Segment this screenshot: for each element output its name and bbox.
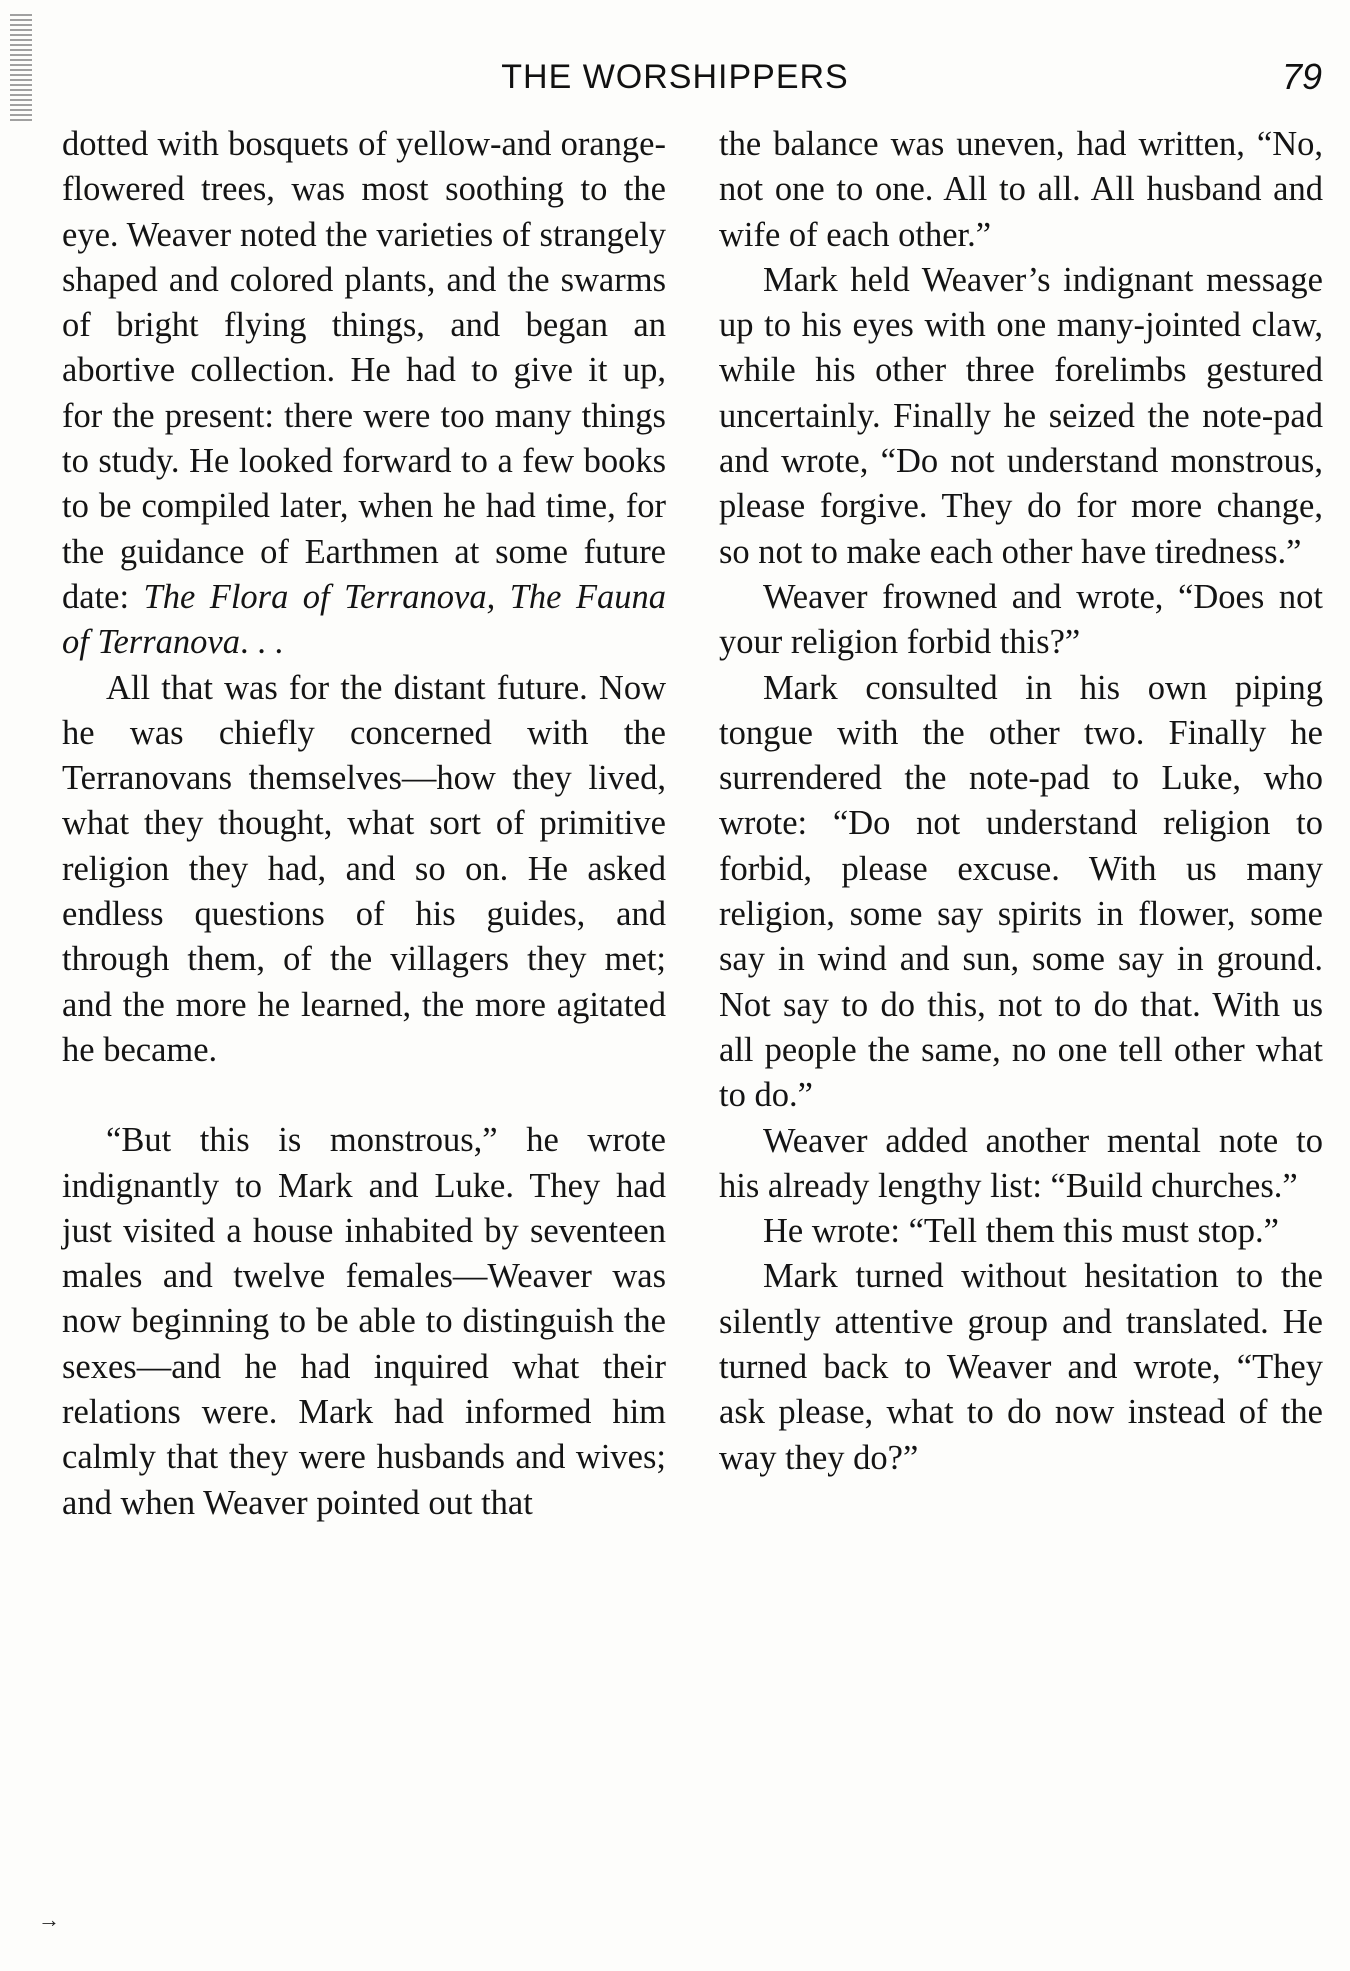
margin-arrow-icon: → bbox=[38, 1907, 60, 1932]
paragraph-right-3: Weaver frowned and wrote, “Does not your religion forbid this?” bbox=[719, 577, 1323, 662]
page-number: 79 bbox=[1281, 56, 1322, 97]
book-title-fauna: The Fauna of Terranova bbox=[62, 577, 667, 662]
paragraph-right-7: Mark turned without hesitation to the silently attentive group and translated. He turned back to Weaver and wrote, “They ask please, what to do now instead of the way they do?” bbox=[719, 1257, 1323, 1477]
paragraph-right-1: the balance was uneven, had written, “No, not one to one. All to all. All husband and wife of each other.” bbox=[719, 125, 1323, 254]
paragraph-left-1 bbox=[62, 122, 666, 666]
ellipsis: . . . bbox=[239, 623, 284, 662]
book-title-flora: The Flora of Terranova bbox=[143, 577, 487, 616]
right-column bbox=[719, 122, 1323, 1481]
paragraph-right-4: Mark consulted in his own piping tongue with the other two. Finally he surrendered the note-pad to Luke, who wrote: “Do not understand religion to forbid, please excuse. With us many religion, some say spirits in flower, some say in wind and sun, some say in ground. Not say to do this, not to do that. With us all people the same, no one tell other what to do.” bbox=[719, 668, 1323, 1115]
paragraph-left-3: “But this is monstrous,” he wrote indignantly to Mark and Luke. They had just visited a house inhabited by seventeen males and twelve females—Weaver was now beginning to be able to distinguish the sexes—and he had inquired what their relations were. Mark had informed him calmly that they were husbands and wives; and when Weaver pointed out that bbox=[62, 1121, 666, 1522]
paragraph-right-5: Weaver added another mental note to his already lengthy list: “Build churches.” bbox=[719, 1121, 1323, 1205]
paragraph-left-2: All that was for the distant future. Now he was chiefly concerned with the Terranovans themselves—how they lived, what they thought, what sort of primitive religion they had, and so on. He asked endless questions of his guides, and through them, of the villagers they met; and the more he learned, the more agitated he became. bbox=[62, 668, 666, 1069]
paragraph-right-2: Mark held Weaver’s indignant message up to his eyes with one many-jointed claw, while his other three forelimbs gestured uncertainly. Finally he seized the note-pad and wrote, “Do not understand monstrous, please forgive. They do for more change, so not to make each other have tiredness.” bbox=[719, 260, 1323, 571]
paragraph-right-6: He wrote: “Tell them this must stop.” bbox=[763, 1212, 1279, 1251]
title-separator: , bbox=[486, 577, 510, 616]
running-head: THE WORSHIPPERS bbox=[501, 58, 849, 96]
paragraph-text: dotted with bosquets of yellow-and orange-flowered trees, was most soothing to the eye. Weaver noted the varieties of strangely shaped and colored plants, and the swarms of bright flying things, and began an abortive collection. He had to give it up, for the present: there were too many things to study. He looked forward to a few books to be compiled later, when he had time, for the guidance of Earthmen at some future date: bbox=[62, 125, 666, 616]
left-column bbox=[62, 122, 666, 1526]
